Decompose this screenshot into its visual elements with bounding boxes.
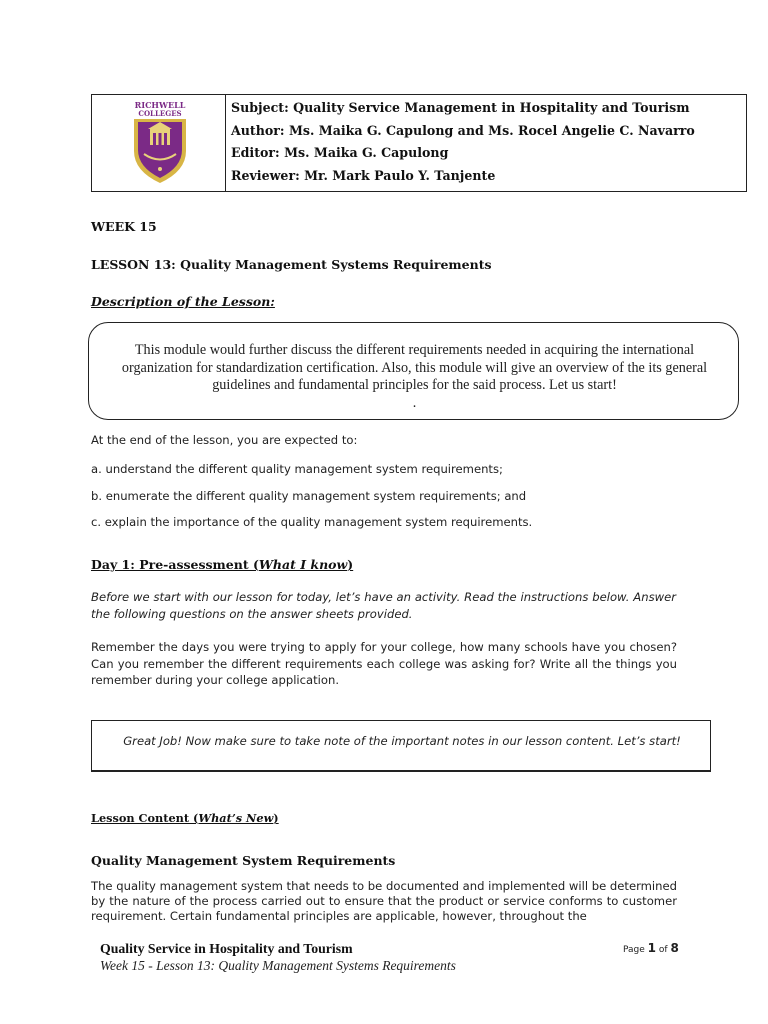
description-box (88, 322, 739, 420)
svg-text:COLLEGES: COLLEGES (138, 109, 182, 118)
lesson-content-heading: Lesson Content (What’s New) (91, 811, 279, 825)
activity-instructions: Before we start with our lesson for today, let’s have an activity. Read the instructions below. Answer the following questions on the answer sheets provided. (91, 590, 676, 621)
objectives-intro: At the end of the lesson, you are expected to: (91, 433, 358, 447)
richwell-colleges-logo (120, 99, 200, 187)
header-info (231, 97, 695, 187)
editor-line: Editor: Ms. Maika G. Capulong (231, 145, 449, 160)
footer-subtitle: Week 15 - Lesson 13: Quality Management Systems Requirements (100, 958, 456, 973)
header-table (91, 94, 747, 192)
objective-item: a. understand the different quality management system requirements; (91, 462, 503, 476)
objective-item: c. explain the importance of the quality management system requirements. (91, 515, 533, 529)
activity-prompt: Remember the days you were trying to apply for your college, how many schools have you chosen? Can you remember the different requirements each college was asking for? Write all the things you remember during your college application. (91, 640, 677, 687)
reviewer-line: Reviewer: Mr. Mark Paulo Y. Tanjente (231, 167, 496, 183)
header-divider (225, 95, 226, 191)
description-text: This module would further discuss the different requirements needed in acquiring the international organization for standardization certification. Also, this module will give an overview of the its general guidelines and fundamental principles for the said process. Let us start! . (121, 342, 708, 411)
week-label: WEEK 15 (91, 219, 157, 234)
footer-title: Quality Service in Hospitality and Tourism (100, 941, 353, 956)
page-number: Page 1 of 8 (623, 941, 679, 955)
author-line: Author: Ms. Maika G. Capulong and Ms. Rocel Angelie C. Navarro (231, 122, 695, 138)
description-heading: Description of the Lesson: (91, 294, 275, 309)
description-dot: . (412, 394, 417, 411)
great-job-text: Great Job! Now make sure to take note of the important notes in our lesson content. Let’s start! (123, 734, 681, 748)
svg-text:RICHWELL: RICHWELL (134, 100, 186, 110)
section-title: Quality Management System Requirements (91, 853, 396, 868)
day1-heading: Day 1: Pre-assessment (What I know) (91, 557, 354, 572)
subject-line: Subject: Quality Service Management in Hospitality and Tourism (231, 100, 690, 115)
objective-item: b. enumerate the different quality management system requirements; and (91, 489, 527, 503)
great-job-box (91, 720, 711, 772)
lesson-paragraph: The quality management system that needs to be documented and implemented will be determined by the nature of the process carried out to ensure that the product or service conforms to customer requirement. Certain fundamental principles are applicable, however, throughout the (91, 879, 677, 923)
crest-icon (120, 99, 200, 187)
lesson-title: LESSON 13: Quality Management Systems Requirements (91, 257, 492, 272)
